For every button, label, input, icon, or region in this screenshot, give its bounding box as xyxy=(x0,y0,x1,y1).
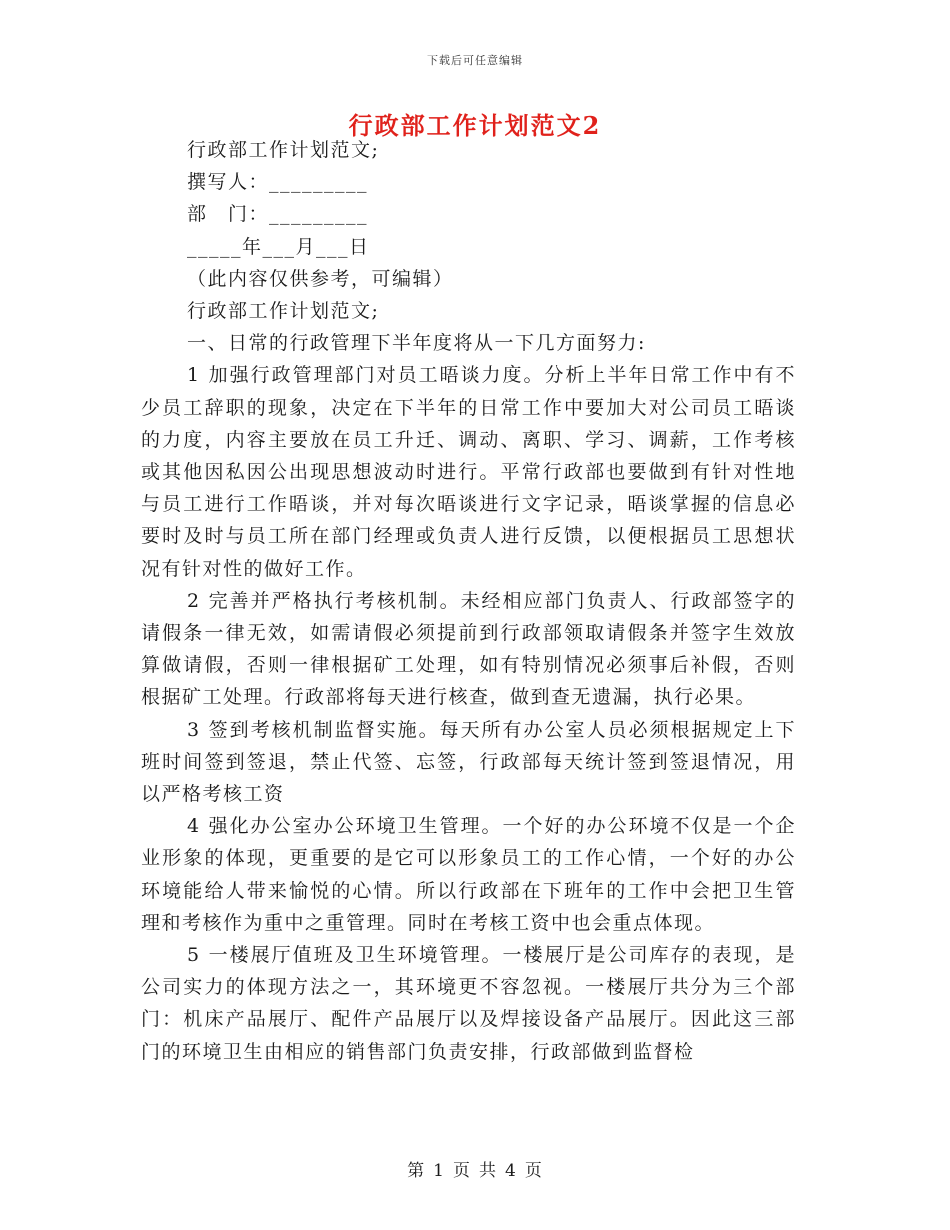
total-unit: 页 xyxy=(524,1161,543,1181)
author-line: 撰写人：_________ xyxy=(187,171,369,194)
disclaimer-line: （此内容仅供参考，可编辑） xyxy=(187,267,454,290)
page-unit: 页 xyxy=(453,1161,471,1181)
department-line: 部 门：_________ xyxy=(187,203,369,226)
paragraph-5: 5 一楼展厅值班及卫生环境管理。一楼展厅是公司库存的表现，是公司实力的体现方法之一，其环境更不容忽视。一楼展厅共分为三个部门：机床产品展厅、配件产品展厅以及焊接设备产品展厅。因此这三部门的环境卫生由相应的销售部门负责安排，行政部做到监督检 xyxy=(141,944,796,1063)
date-line: _____年___月___日 xyxy=(187,235,370,258)
paragraph-3: 3 签到考核机制监督实施。每天所有办公室人员必须根据规定上下班时间签到签退，禁止代签、忘签，行政部每天统计签到签退情况，用以严格考核工资 xyxy=(141,718,796,806)
subtitle-line: 行政部工作计划范文; xyxy=(187,300,380,323)
paragraph-1: 1 加强行政管理部门对员工晤谈力度。分析上半年日常工作中有不少员工辞职的现象，决定在下半年的日常工作中要加大对公司员工晤谈的力度，内容主要放在员工升迁、调动、离职、学习、调薪，工作考核或其他因私因公出现思想波动时进行。平常行政部也要做到有针对性地与员工进行工作晤谈，并对每次晤谈进行文字记录，晤谈掌握的信息必要时及时与员工所在部门经理或负责人进行反馈，以便根据员工思想状况有针对性的做好工作。 xyxy=(141,364,796,580)
document-title: 行政部工作计划范文2 xyxy=(348,111,602,140)
document-body xyxy=(141,134,796,1068)
intro-line: 行政部工作计划范文; xyxy=(187,139,380,161)
paragraph-2: 2 完善并严格执行考核机制。未经相应部门负责人、行政部签字的请假条一律无效，如需请假必须提前到行政部领取请假条并签字生效放算做请假，否则一律根据矿工处理，如有特别情况必须事后补假，否则根据矿工处理。行政部将每天进行核查，做到查无遗漏，执行必果。 xyxy=(141,589,796,709)
paragraph-4: 4 强化办公室办公环境卫生管理。一个好的办公环境不仅是一个企业形象的体现，更重要的是它可以形象员工的工作心情，一个好的办公环境能给人带来愉悦的心情。所以行政部在下班年的工作中会把卫生管理和考核作为重中之重管理。同时在考核工资中也会重点体现。 xyxy=(141,815,796,934)
total-pages: 4 xyxy=(505,1161,517,1181)
header-note: 下载后可任意编辑 xyxy=(427,54,523,67)
page-label: 第 xyxy=(407,1161,426,1181)
total-label: 共 xyxy=(479,1161,497,1181)
section-heading: 一、日常的行政管理下半年度将从一下几方面努力: xyxy=(187,332,646,355)
page-number: 1 xyxy=(433,1161,445,1181)
page-footer xyxy=(0,1156,950,1181)
